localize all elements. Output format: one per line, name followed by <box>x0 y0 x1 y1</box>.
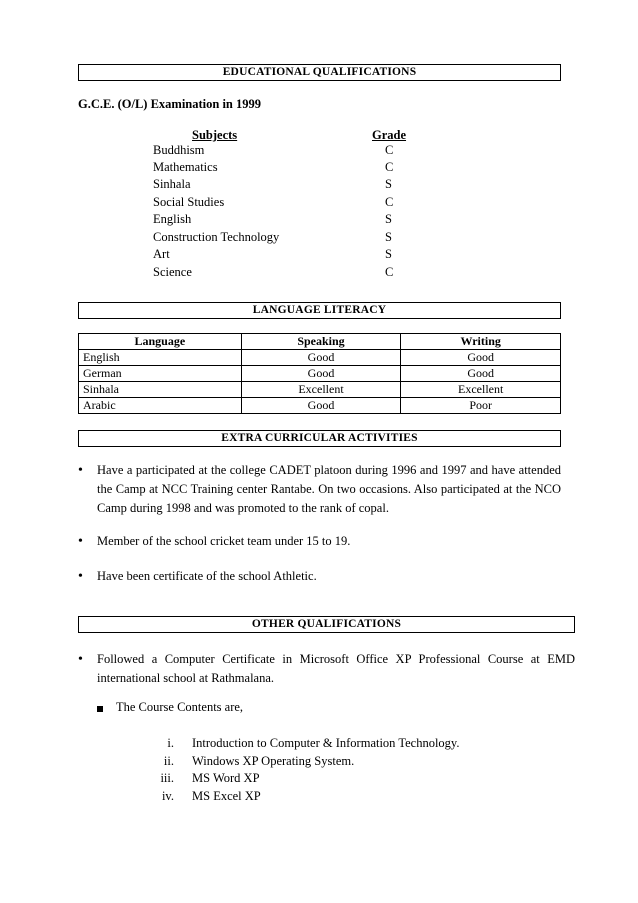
subject-row <box>153 211 393 228</box>
speaking-cell: Good <box>241 398 401 414</box>
subject-grade: S <box>385 177 392 191</box>
table-row <box>79 398 561 414</box>
content-number: iv. <box>161 789 174 803</box>
subject-name: Art <box>153 247 170 261</box>
table-header-row <box>79 334 561 350</box>
speaking-column-header: Speaking <box>241 334 401 350</box>
language-section-header: LANGUAGE LITERACY <box>78 302 561 319</box>
writing-cell: Good <box>401 366 561 382</box>
language-cell: German <box>79 366 242 382</box>
content-number: i. <box>167 736 174 750</box>
subject-grade: S <box>385 247 392 261</box>
subject-row <box>153 246 393 263</box>
subject-row <box>153 142 393 159</box>
writing-cell: Poor <box>401 398 561 414</box>
language-cell: English <box>79 350 242 366</box>
subject-name: Construction Technology <box>153 230 280 244</box>
subject-row <box>153 159 393 176</box>
language-cell: Sinhala <box>79 382 242 398</box>
table-row <box>79 382 561 398</box>
writing-cell: Excellent <box>401 382 561 398</box>
subject-grade: S <box>385 212 392 226</box>
subject-name: Sinhala <box>153 177 191 191</box>
content-item: Windows XP Operating System. <box>192 754 355 768</box>
subject-name: Science <box>153 265 192 279</box>
subject-name: Mathematics <box>153 160 218 174</box>
bullet-icon: • <box>78 652 83 667</box>
language-column-header: Language <box>79 334 242 350</box>
other-section-header: OTHER QUALIFICATIONS <box>78 616 575 633</box>
subject-grade: S <box>385 230 392 244</box>
language-cell: Arabic <box>79 398 242 414</box>
subject-row <box>153 176 393 193</box>
subject-grade: C <box>385 160 394 174</box>
bullet-icon: • <box>78 534 83 549</box>
subject-row <box>153 229 393 246</box>
bullet-icon: • <box>78 569 83 584</box>
subject-grade: C <box>385 195 394 209</box>
speaking-cell: Good <box>241 366 401 382</box>
content-number: ii. <box>163 754 174 768</box>
activity-item: Have a participated at the college CADET platoon during 1996 and 1997 and have attended the Camp at NCC Training center Rantabe. On two occasions. Also participated at the NCO Camp during 1998 and was promoted to the rank of copal. <box>97 463 561 515</box>
subject-grade: C <box>385 143 394 157</box>
content-number: iii. <box>160 771 174 785</box>
grade-header: Grade <box>372 128 407 142</box>
content-item: Introduction to Computer & Information Technology. <box>192 736 460 750</box>
subject-name: Social Studies <box>153 195 225 209</box>
subjects-header: Subjects <box>192 128 238 142</box>
table-row <box>79 350 561 366</box>
bullet-icon: • <box>78 463 83 478</box>
qualification-item: Followed a Computer Certificate in Microsoft Office XP Professional Course at EMD international school at Rathmalana. <box>97 652 575 685</box>
subject-row <box>153 194 393 211</box>
subject-row <box>153 264 393 281</box>
exam-title: G.C.E. (O/L) Examination in 1999 <box>78 97 262 111</box>
activity-item: Have been certificate of the school Athletic. <box>97 569 317 583</box>
activity-item: Member of the school cricket team under 15 to 19. <box>97 534 351 548</box>
content-item: MS Word XP <box>192 771 260 785</box>
subject-grade: C <box>385 265 394 279</box>
language-table <box>78 333 561 414</box>
education-section-header: EDUCATIONAL QUALIFICATIONS <box>78 64 561 81</box>
speaking-cell: Good <box>241 350 401 366</box>
speaking-cell: Excellent <box>241 382 401 398</box>
square-bullet-icon <box>97 706 103 712</box>
course-contents-label: The Course Contents are, <box>116 700 244 714</box>
writing-column-header: Writing <box>401 334 561 350</box>
extra-section-header: EXTRA CURRICULAR ACTIVITIES <box>78 430 561 447</box>
writing-cell: Good <box>401 350 561 366</box>
subject-name: Buddhism <box>153 143 205 157</box>
table-row <box>79 366 561 382</box>
subject-name: English <box>153 212 192 226</box>
content-item: MS Excel XP <box>192 789 261 803</box>
